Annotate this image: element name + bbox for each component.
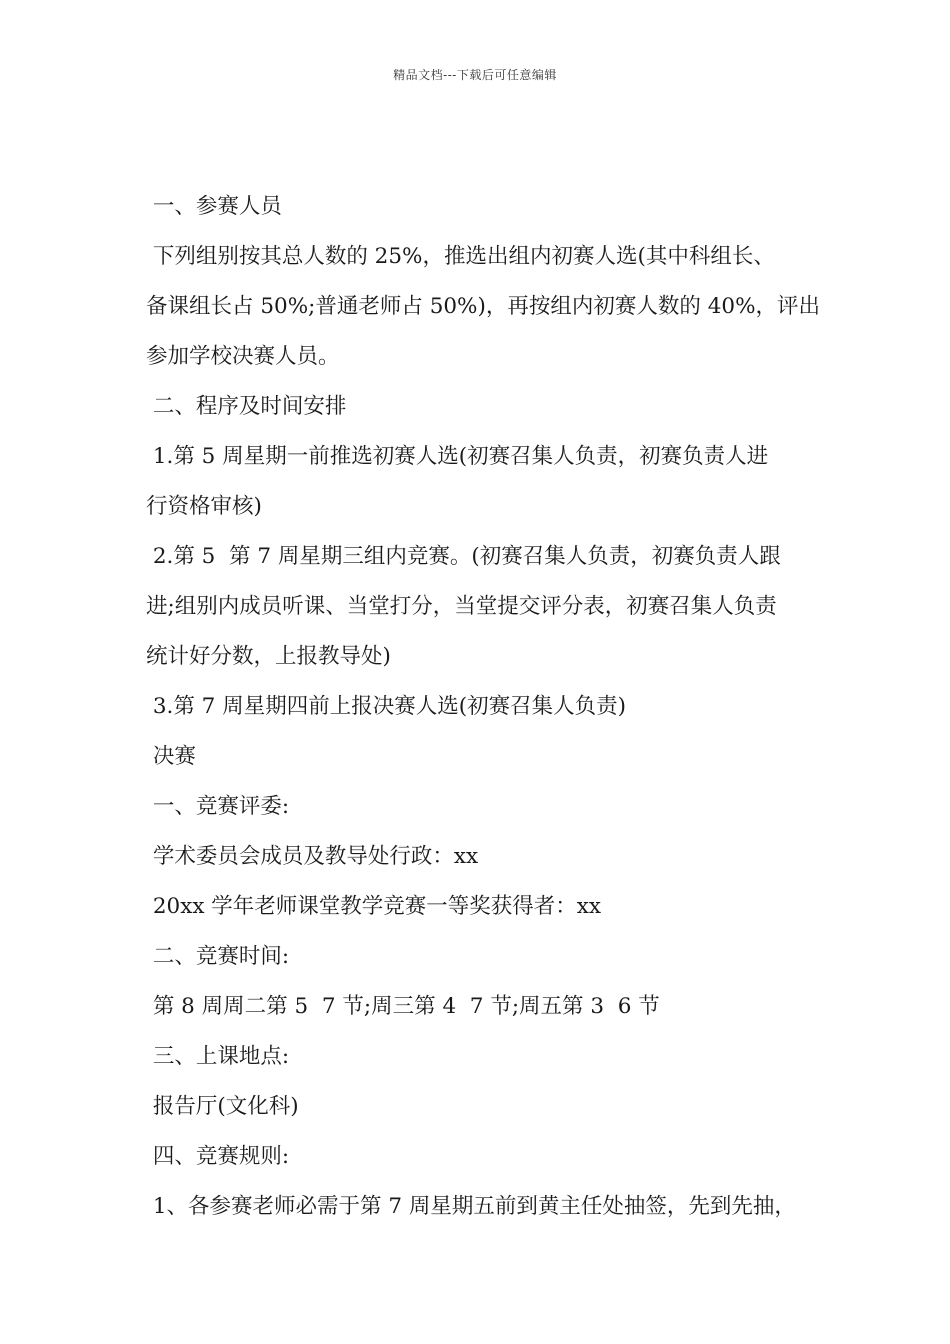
section-heading-schedule: 二、程序及时间安排 (146, 394, 347, 419)
list-item: 3.第 7 周星期四前上报决赛人选(初赛召集人负责) (146, 694, 626, 719)
paragraph-line: 报告厅(文化科) (146, 1094, 299, 1119)
section-heading-location: 三、上课地点: (146, 1044, 290, 1069)
list-item-continuation: 行资格审核) (146, 494, 262, 519)
document-body (146, 182, 836, 1232)
list-item: 1、各参赛老师必需于第 7 周星期五前到黄主任处抽签，先到先抽， (146, 1194, 796, 1219)
list-item: 2.第 5 第 7 周星期三组内竞赛。(初赛召集人负责，初赛负责人跟 (146, 544, 781, 569)
list-item-continuation: 统计好分数，上报教导处) (146, 644, 391, 669)
paragraph-line: 参加学校决赛人员。 (146, 344, 340, 369)
list-item: 1.第 5 周星期一前推选初赛人选(初赛召集人负责，初赛负责人进 (146, 444, 769, 469)
section-heading-judges: 一、竞赛评委: (146, 794, 290, 819)
section-heading-finals: 决赛 (146, 744, 196, 769)
list-item-continuation: 进;组别内成员听课、当堂打分，当堂提交评分表，初赛召集人负责 (146, 594, 777, 619)
paragraph-line: 第 8 周周二第 5 7 节;周三第 4 7 节;周五第 3 6 节 (146, 994, 660, 1019)
paragraph-line: 学术委员会成员及教导处行政：xx (146, 844, 479, 869)
section-heading-participants: 一、参赛人员 (146, 194, 282, 219)
paragraph-line: 备课组长占 50%;普通老师占 50%)，再按组内初赛人数的 40%，评出 (146, 294, 820, 319)
section-heading-rules: 四、竞赛规则: (146, 1144, 290, 1169)
section-heading-time: 二、竞赛时间: (146, 944, 290, 969)
page-header: 精品文档---下载后可任意编辑 (393, 68, 557, 82)
paragraph-line: 下列组别按其总人数的 25%，推选出组内初赛人选(其中科组长、 (146, 244, 775, 269)
paragraph-line: 20xx 学年老师课堂教学竞赛一等奖获得者：xx (146, 894, 602, 919)
